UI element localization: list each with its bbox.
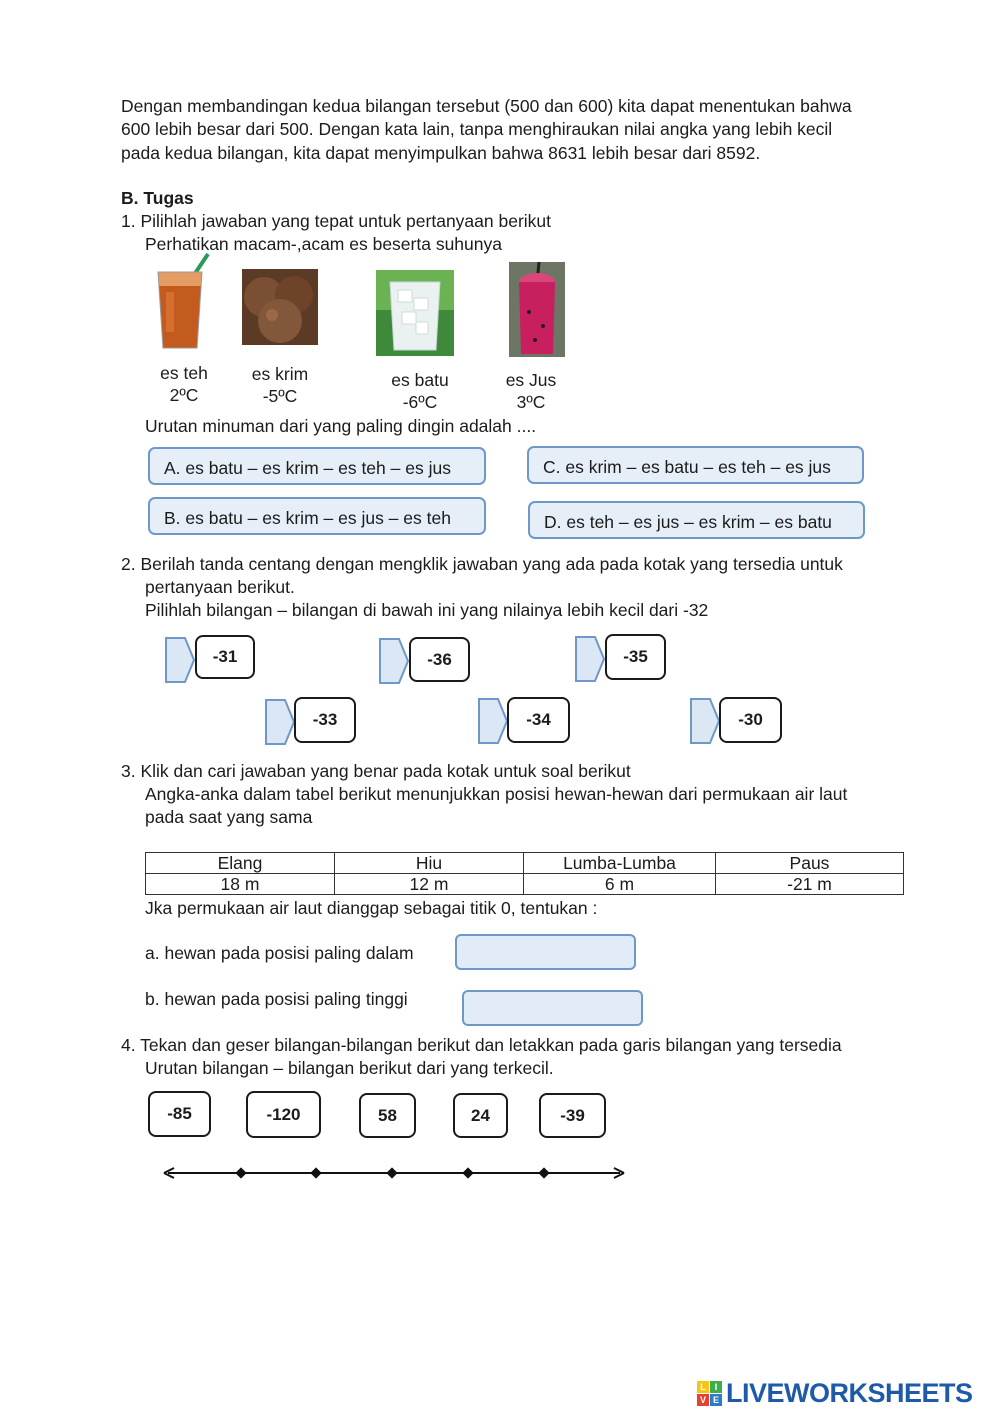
checkbox-minus-35[interactable] xyxy=(575,636,605,682)
brand-text: LIVEWORKSHEETS xyxy=(726,1377,973,1408)
table-cell: 12 m xyxy=(335,874,524,895)
intro-line-3: pada kedua bilangan, kita dapat menyimpulkan bahwa 8631 lebih besar dari 8592. xyxy=(121,143,761,163)
number-minus-33: -33 xyxy=(294,697,356,743)
option-d[interactable]: D. es teh – es jus – es krim – es batu xyxy=(528,501,865,539)
logo-letter: L xyxy=(697,1381,709,1393)
q3-line-1: 3. Klik dan cari jawaban yang benar pada kotak untuk soal berikut xyxy=(121,761,631,781)
checkbox-minus-34[interactable] xyxy=(478,698,508,744)
ice-cream-image xyxy=(242,269,318,345)
table-cell: 6 m xyxy=(524,874,716,895)
liveworksheets-logo xyxy=(697,1378,973,1408)
logo-icon xyxy=(697,1381,722,1406)
table-header-cell: Elang xyxy=(146,853,335,874)
q4-line-2: Urutan bilangan – bilangan berikut dari yang terkecil. xyxy=(145,1058,554,1078)
q3-b-label: b. hewan pada posisi paling tinggi xyxy=(145,989,408,1009)
animal-position-table xyxy=(145,852,904,895)
item-es-jus xyxy=(495,369,567,413)
iced-tea-image xyxy=(148,252,210,352)
section-title: B. Tugas xyxy=(121,188,194,208)
ice-cubes-image xyxy=(376,270,454,356)
item-name: es teh xyxy=(160,363,208,383)
drag-number-24[interactable]: 24 xyxy=(453,1093,508,1138)
table-header-cell: Hiu xyxy=(335,853,524,874)
drag-number-minus-85[interactable]: -85 xyxy=(148,1091,211,1137)
q3-a-label: a. hewan pada posisi paling dalam xyxy=(145,943,414,963)
checkbox-minus-33[interactable] xyxy=(265,699,295,745)
table-header-cell: Lumba-Lumba xyxy=(524,853,716,874)
number-line-point[interactable] xyxy=(386,1167,397,1178)
number-minus-30: -30 xyxy=(719,697,782,743)
drag-number-minus-39[interactable]: -39 xyxy=(539,1093,606,1138)
item-name: es batu xyxy=(391,370,449,390)
table-cell: 18 m xyxy=(146,874,335,895)
q2-line-3: Pilihlah bilangan – bilangan di bawah ini yang nilainya lebih kecil dari -32 xyxy=(145,600,709,620)
number-minus-34: -34 xyxy=(507,697,570,743)
item-es-teh xyxy=(148,362,220,406)
table-cell: -21 m xyxy=(716,874,904,895)
juice-image xyxy=(509,262,565,357)
table-header-row xyxy=(146,853,904,874)
checkbox-minus-31[interactable] xyxy=(165,637,195,683)
logo-letter: E xyxy=(710,1394,722,1406)
item-es-batu xyxy=(380,369,460,413)
answer-highest-input[interactable] xyxy=(462,990,643,1026)
number-line-point[interactable] xyxy=(310,1167,321,1178)
item-temp: 2ºC xyxy=(169,385,199,405)
logo-letter: V xyxy=(697,1394,709,1406)
intro-line-2: 600 lebih besar dari 500. Dengan kata lain, tanpa menghiraukan nilai angka yang lebih kecil xyxy=(121,119,833,139)
intro-line-1: Dengan membandingan kedua bilangan tersebut (500 dan 600) kita dapat menentukan bahwa xyxy=(121,96,852,116)
answer-deepest-input[interactable] xyxy=(455,934,636,970)
q2-line-2: pertanyaan berikut. xyxy=(145,577,295,597)
drag-number-minus-120[interactable]: -120 xyxy=(246,1091,321,1138)
q3-line-2: Angka-anka dalam tabel berikut menunjukkan posisi hewan-hewan dari permukaan air laut xyxy=(145,784,848,804)
q3-line-3: pada saat yang sama xyxy=(145,807,313,827)
q2-line-1: 2. Berilah tanda centang dengan mengklik jawaban yang ada pada kotak yang tersedia untuk xyxy=(121,554,843,574)
number-minus-35: -35 xyxy=(605,634,666,680)
item-temp: -5ºC xyxy=(262,386,298,406)
q3-note: Jka permukaan air laut dianggap sebagai titik 0, tentukan : xyxy=(145,898,598,918)
checkbox-minus-30[interactable] xyxy=(690,698,720,744)
number-minus-31: -31 xyxy=(195,635,255,679)
item-es-krim xyxy=(244,363,316,407)
checkbox-minus-36[interactable] xyxy=(379,638,409,684)
item-temp: 3ºC xyxy=(516,392,546,412)
item-name: es krim xyxy=(251,364,309,384)
item-temp: -6ºC xyxy=(402,392,438,412)
option-b[interactable]: B. es batu – es krim – es jus – es teh xyxy=(148,497,486,535)
number-minus-36: -36 xyxy=(409,637,470,682)
q4-line-1: 4. Tekan dan geser bilangan-bilangan berikut dan letakkan pada garis bilangan yang tersedia xyxy=(121,1035,842,1055)
table-row xyxy=(146,874,904,895)
number-line xyxy=(160,1162,630,1184)
number-line-point[interactable] xyxy=(538,1167,549,1178)
option-a[interactable]: A. es batu – es krim – es teh – es jus xyxy=(148,447,486,485)
q1-question: Urutan minuman dari yang paling dingin adalah .... xyxy=(145,416,537,436)
table-header-cell: Paus xyxy=(716,853,904,874)
number-line-point[interactable] xyxy=(235,1167,246,1178)
logo-letter: I xyxy=(710,1381,722,1393)
option-c[interactable]: C. es krim – es batu – es teh – es jus xyxy=(527,446,864,484)
q1-sub: Perhatikan macam-,acam es beserta suhunya xyxy=(145,234,502,254)
q1-prompt: 1. Pilihlah jawaban yang tepat untuk pertanyaan berikut xyxy=(121,211,552,231)
item-name: es Jus xyxy=(505,370,557,390)
number-line-point[interactable] xyxy=(462,1167,473,1178)
drag-number-58[interactable]: 58 xyxy=(359,1093,416,1138)
